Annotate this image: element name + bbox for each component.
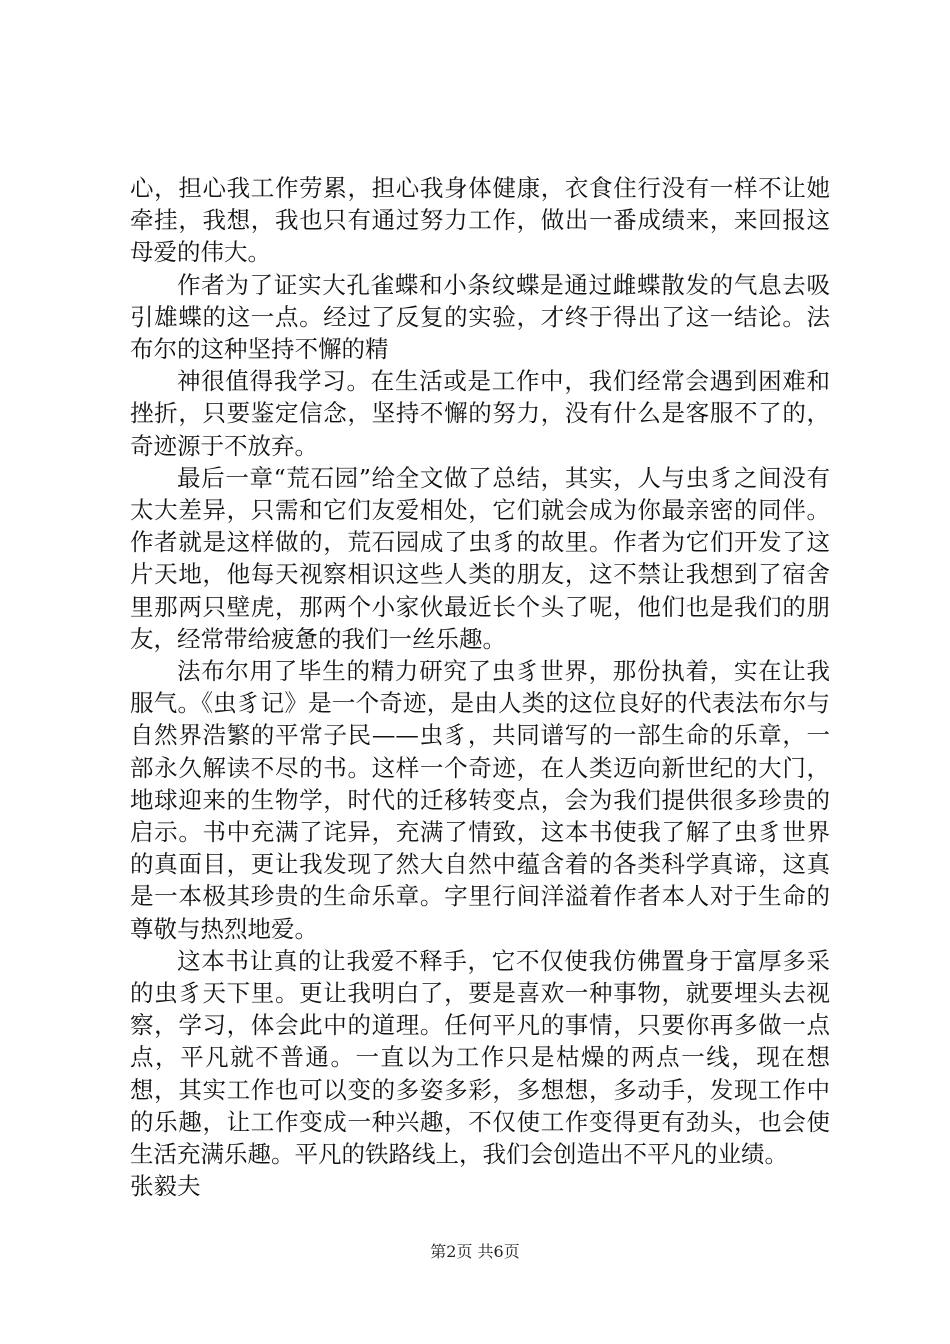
document-body — [130, 172, 830, 1203]
paragraph-3: 神很值得我学习。在生活或是工作中，我们经常会遇到困难和挫折，只要鉴定信念，坚持不懈的努力，没有什么是客服不了的，奇迹源于不放弃。 — [130, 367, 830, 460]
paragraph-2: 作者为了证实大孔雀蝶和小条纹蝶是通过雌蝶散发的气息去吸引雄蝶的这一点。经过了反复的实验，才终于得出了这一结论。法布尔的这种坚持不懈的精 — [130, 270, 830, 364]
page-footer — [0, 1242, 950, 1262]
paragraph-1: 心，担心我工作劳累，担心我身体健康，衣食住行没有一样不让她牵挂，我想，我也只有通过努力工作，做出一番成绩来，来回报这母爱的伟大。 — [130, 174, 830, 267]
paragraph-5: 法布尔用了毕生的精力研究了虫豸世界，那份执着，实在让我服气。《虫豸记》是一个奇迹，是由人类的这位良好的代表法布尔与自然界浩繁的平常子民——虫豸，共同谱写的一部生命的乐章，一部永久解读不尽的书。这样一个奇迹，在人类迈向新世纪的大门，地球迎来的生物学，时代的迁移转变点，会为我们提供很多珍贵的启示。书中充满了诧异，充满了情致，这本书使我了解了虫豸世界的真面目，更让我发现了然大自然中蕴含着的各类科学真谛，这真是一本极其珍贵的生命乐章。字里行间洋溢着作者本人对于生命的尊敬与热烈地爱。 — [130, 657, 830, 943]
page-number-label: 第2页 共6页 — [430, 1242, 520, 1261]
paragraph-4: 最后一章“荒石园”给全文做了总结，其实，人与虫豸之间没有太大差异，只需和它们友爱相处，它们就会成为你最亲密的同伴。作者就是这样做的，荒石园成了虫豸的故里。作者为它们开发了这片天地，他每天视察相识这些人类的朋友，这不禁让我想到了宿舍里那两只壁虎，那两个小家伙最近长个头了呢，他们也是我们的朋友，经常带给疲惫的我们一丝乐趣。 — [130, 463, 830, 653]
author-signature: 张毅夫 — [130, 1172, 201, 1201]
paragraph-6: 这本书让真的让我爱不释手，它不仅使我仿佛置身于富厚多采的虫豸天下里。更让我明白了，要是喜欢一种事物，就要埋头去视察，学习，体会此中的道理。任何平凡的事情，只要你再多做一点点，平凡就不普通。一直以为工作只是枯燥的两点一线，现在想想，其实工作也可以变的多姿多彩，多想想，多动手，发现工作中的乐趣，让工作变成一种兴趣，不仅使工作变得更有劲头，也会使生活充满乐趣。平凡的铁路线上，我们会创造出不平凡的业绩。 — [130, 946, 830, 1169]
